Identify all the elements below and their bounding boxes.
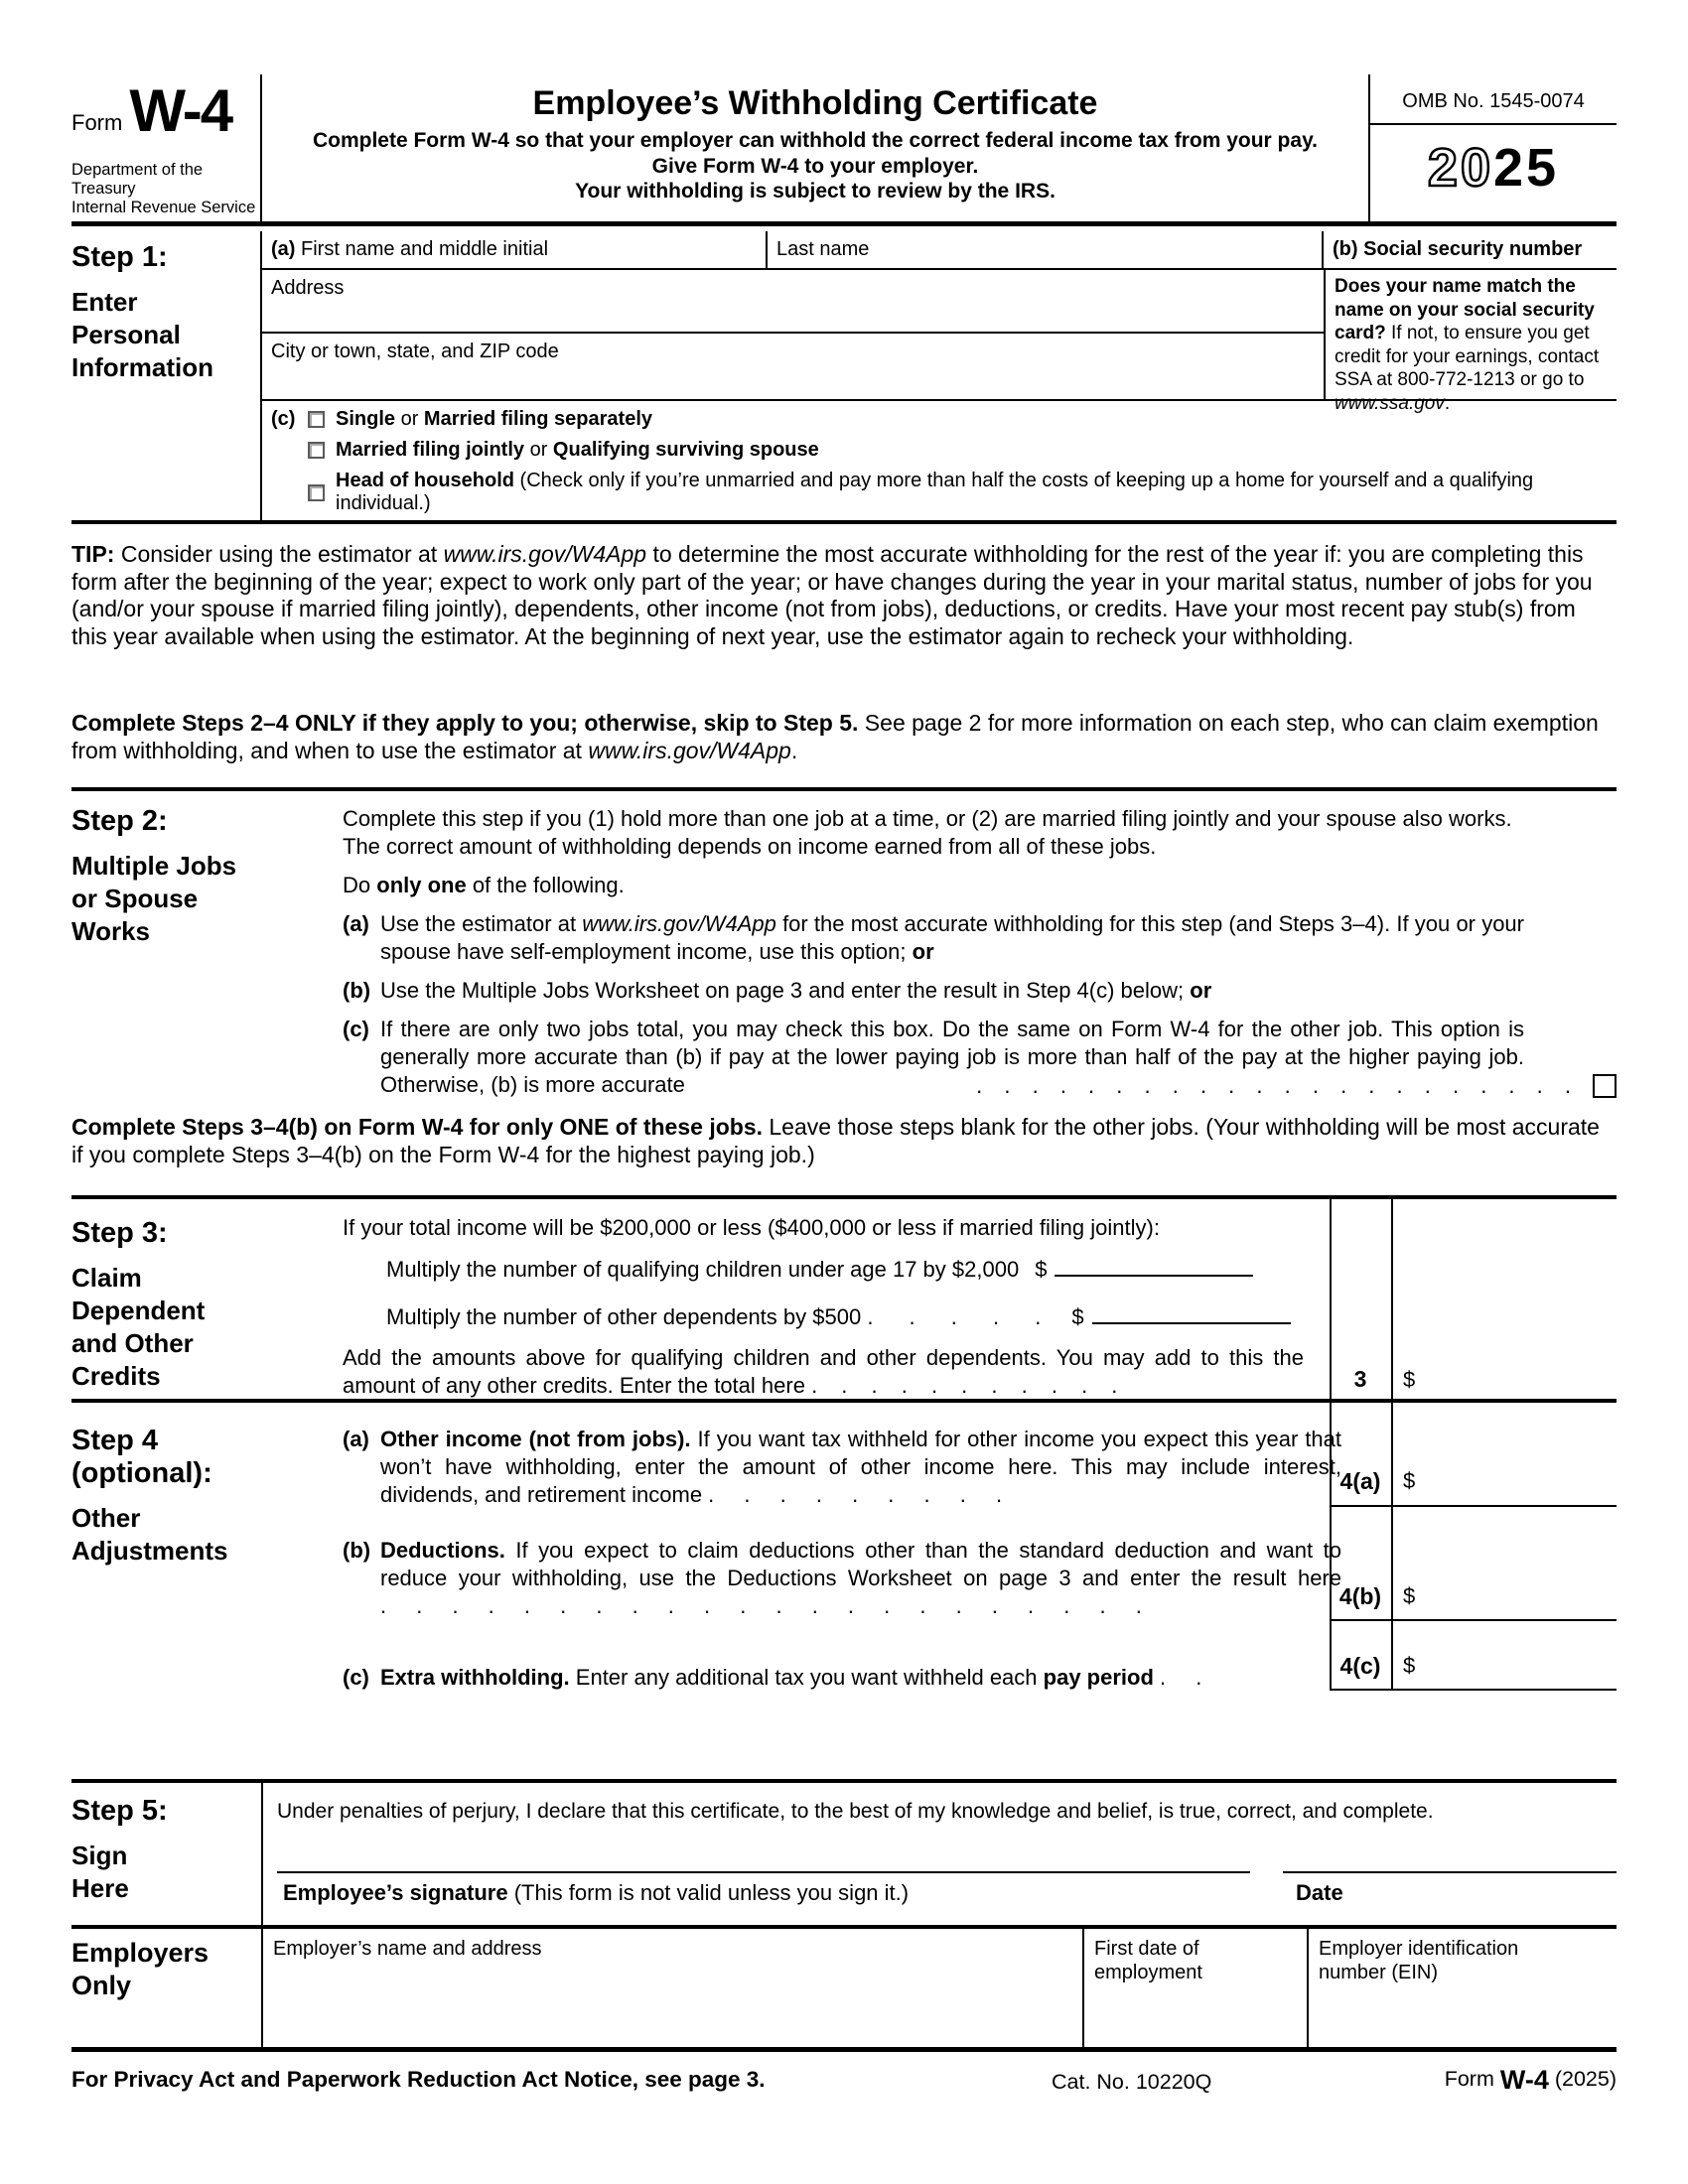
- last-name-label: Last name: [776, 238, 870, 260]
- employers-only-line: Only: [71, 1971, 132, 2000]
- tip-text-2: to determine the most accurate withholding for the rest of the year if: you are completing this form after the beginning of the year; expect to work only part of the year; or have changes during the year in your marital status, number of jobs for you (and/or your spouse if married filing jointly), dependents, other income (not from jobs), deductions, or credits. Have your most recent pay stub(s) from this year available when using the estimator. At the beginning of next year, use the estimator again to recheck your withholding.: [71, 541, 1593, 649]
- item-4c-bold: Extra withholding.: [380, 1665, 570, 1690]
- step1-subtitle-line: Personal: [71, 320, 181, 349]
- filing-option-single: [308, 408, 1617, 431]
- line4b-number: 4(b): [1338, 1583, 1382, 1609]
- item-c-tag: (c): [343, 1017, 369, 1041]
- item-4a-text: [380, 1426, 1341, 1509]
- step2-item-a: [343, 910, 1617, 966]
- form-subtitle-1: Complete Form W-4 so that your employer can withhold the correct federal income tax from your pay.: [312, 129, 1319, 152]
- married-jointly-checkbox[interactable]: [308, 442, 325, 459]
- footer-form-number: W-4: [1499, 2065, 1549, 2095]
- omb-number: OMB No. 1545-0074: [1370, 74, 1617, 125]
- step2-section: [71, 787, 1617, 1101]
- tax-year: [1370, 137, 1617, 199]
- item-b-or: or: [1190, 978, 1212, 1003]
- name-ssn-row: [262, 231, 1617, 270]
- form-word-label: Form: [71, 110, 123, 135]
- dollar-sign: $: [1071, 1304, 1084, 1329]
- steps24-bold: Complete Steps 2–4 ONLY if they apply to you; otherwise, skip to Step 5.: [71, 710, 859, 736]
- step2-subtitle-line: Multiple Jobs: [71, 851, 237, 881]
- filing-option-single-label: [336, 408, 652, 431]
- step3-body: [343, 1199, 1330, 1400]
- first-date-employment-label: First date of employment: [1094, 1938, 1202, 1983]
- item-4b-body: If you expect to claim deductions other than the standard deduction and want to reduce your withholding, use the Deductions Worksheet on page 3 and enter the result here: [380, 1538, 1341, 1590]
- filing-option-text: Married filing separately: [423, 408, 652, 430]
- employers-only-line: Employers: [71, 1938, 210, 1968]
- row-4b-divider: [1330, 1619, 1617, 1621]
- step1-subtitle-line: Information: [71, 352, 213, 382]
- date-line[interactable]: [1283, 1871, 1617, 1873]
- step1-fields: [262, 231, 1617, 520]
- tax-year-suffix: 25: [1493, 138, 1560, 198]
- filing-option-head-of-household: [308, 470, 1617, 515]
- dollar-sign: $: [1403, 1653, 1416, 1678]
- step4-label: [71, 1417, 227, 1568]
- agency-line-2: Internal Revenue Service: [71, 199, 256, 216]
- catalog-number: Cat. No. 10220Q: [1052, 2070, 1212, 2094]
- step3-subtitle-line: Dependent: [71, 1296, 206, 1325]
- item-4c-text: [380, 1665, 1213, 1690]
- do-text: Do: [343, 873, 377, 897]
- dot-leader: . . . . . . . . . . .: [811, 1373, 1127, 1398]
- item-a-text-pre: Use the estimator at: [380, 911, 583, 936]
- address-field[interactable]: [262, 270, 1324, 334]
- step4-item-b: [343, 1537, 1341, 1620]
- item-c-leader-row: [976, 1072, 1617, 1100]
- footer-form-id: [1444, 2065, 1617, 2095]
- step1-subtitle-line: Enter: [71, 287, 138, 317]
- item-4c-bold-2: pay period: [1043, 1665, 1154, 1690]
- steps24-period: .: [790, 737, 798, 763]
- page-title: Employee’s Withholding Certificate: [532, 84, 1098, 122]
- do-text: of the following.: [466, 873, 625, 897]
- signature-line[interactable]: [277, 1871, 1250, 1873]
- steps24-text: See page 2 for more information on each step, who can claim exemption from withholding, and when to use the estimator at: [71, 710, 1599, 763]
- item-4b-bold: Deductions.: [380, 1538, 505, 1563]
- tip-paragraph: [71, 541, 1617, 650]
- dependent-credit-amount-blank[interactable]: [1092, 1302, 1291, 1324]
- item-4a-body: If you want tax withheld for other income you expect this year that won’t have withholding, enter the amount of other income here. This may include interest, dividends, and retirement income: [380, 1427, 1341, 1507]
- step5-section: [71, 1779, 1617, 1925]
- step3-label: [71, 1209, 205, 1393]
- filing-option-text: or: [395, 408, 424, 430]
- step5-body: [263, 1783, 1617, 1925]
- item-b-tag: (b): [343, 978, 371, 1003]
- privacy-act-notice: For Privacy Act and Paperwork Reduction Act Notice, see page 3.: [71, 2067, 766, 2092]
- ssa-note-question: Does your name match the name on your social security card?: [1335, 276, 1595, 343]
- estimator-link: www.irs.gov/W4App: [588, 737, 791, 763]
- step5-title: Step 5:: [71, 1795, 168, 1827]
- filing-option-text: or: [524, 439, 553, 461]
- line3-number: 3: [1353, 1366, 1367, 1392]
- step1-title: Step 1:: [71, 241, 168, 273]
- step3-subtitle-line: Credits: [71, 1361, 161, 1391]
- dollar-sign: $: [1403, 1583, 1416, 1608]
- step4-title: Step 4: [71, 1425, 159, 1456]
- filing-option-text: (Check only if you’re unmarried and pay more than half the costs of keeping up a home for yourself and a qualifying individual.): [336, 470, 1534, 514]
- form-header: [71, 74, 1617, 226]
- city-state-zip-label: City or town, state, and ZIP code: [271, 341, 559, 362]
- address-city-block: [262, 270, 1324, 399]
- amount-column-divider: [1391, 1403, 1393, 1691]
- step3-title: Step 3:: [71, 1217, 168, 1249]
- tax-year-prefix: 20: [1427, 138, 1493, 198]
- first-date-employment-field[interactable]: [1084, 1929, 1309, 2047]
- dot-leader: . . . . . . . . . . . . . . . . . . . . . .: [380, 1593, 1154, 1618]
- ssa-note-text: If not, to ensure you get credit for your earnings, contact SSA at 800-772-1213 or go to: [1335, 323, 1600, 390]
- steps34b-text: Leave those steps blank for the other jobs. (Your withholding will be most accurate if you complete Steps 3–4(b) on the Form W-4 for the highest paying job.): [71, 1114, 1600, 1167]
- address-row: [262, 270, 1617, 414]
- head-of-household-checkbox[interactable]: [308, 484, 325, 501]
- dollar-sign: $: [1035, 1257, 1048, 1282]
- step3-subtitle: [71, 1262, 205, 1393]
- agency-block: [71, 161, 260, 217]
- line3-amount-cell[interactable]: [1403, 1367, 1415, 1393]
- item-a-text-post: for the most accurate withholding for this step (and Steps 3–4). If you or your spouse have self-employment income, use this option;: [380, 911, 1524, 964]
- step5-subtitle-line: Sign: [71, 1841, 128, 1870]
- step4-subtitle-line: Adjustments: [71, 1536, 228, 1566]
- step5-subtitle: [71, 1840, 261, 1905]
- step2-label: [71, 791, 343, 1101]
- dot-leader: . . . . .: [867, 1304, 1056, 1329]
- amount-column-divider: [1391, 1199, 1393, 1399]
- field-b-tag: (b): [1333, 238, 1358, 260]
- first-name-label: First name and middle initial: [301, 238, 549, 260]
- employers-only-section: [71, 1925, 1617, 2052]
- step2-item-c: [343, 1016, 1617, 1099]
- step4-title-optional: (optional):: [71, 1457, 212, 1489]
- filing-option-text: Qualifying surviving spouse: [552, 439, 819, 461]
- dot-leader: . . . . . . . . . . . . . . . . . . . . . .: [976, 1073, 1579, 1098]
- field-c-tag: (c): [271, 408, 296, 430]
- estimator-link: www.irs.gov/W4App: [582, 911, 776, 936]
- filing-option-text: Married filing jointly: [336, 439, 525, 461]
- item-4b-tag: (b): [343, 1538, 371, 1563]
- two-jobs-checkbox[interactable]: [1593, 1074, 1617, 1098]
- ein-field[interactable]: [1309, 1929, 1617, 2047]
- dollar-sign: $: [1403, 1468, 1416, 1493]
- dot-leader: . .: [1160, 1665, 1214, 1690]
- filing-option-text: Single: [336, 408, 396, 430]
- perjury-declaration: Under penalties of perjury, I declare that this certificate, to the best of my knowledge and belief, is true, correct, and complete.: [277, 1800, 1434, 1823]
- ein-label: Employer identification number (EIN): [1319, 1938, 1519, 1983]
- employer-name-address-label: Employer’s name and address: [273, 1938, 542, 1960]
- estimator-link: www.irs.gov/W4App: [443, 541, 647, 567]
- form-subtitle-2: Give Form W-4 to your employer.: [651, 154, 979, 178]
- step4-item-a: [343, 1426, 1341, 1509]
- step2-subtitle-line: or Spouse: [71, 884, 199, 913]
- omb-year-block: [1368, 74, 1617, 221]
- last-name-field[interactable]: [768, 231, 1324, 268]
- step5-label: [71, 1783, 263, 1925]
- item-4c-body: Enter any additional tax you want withheld each: [569, 1665, 1044, 1690]
- date-label: Date: [1296, 1880, 1343, 1905]
- item-a-tag: (a): [343, 911, 369, 936]
- form-id-block: [71, 74, 262, 221]
- item-4a-tag: (a): [343, 1427, 369, 1451]
- qualifying-children-row: [343, 1255, 1330, 1284]
- footer-form-word: Form: [1444, 2067, 1494, 2091]
- dollar-sign: $: [1403, 1367, 1416, 1392]
- step1-section: [71, 231, 1617, 524]
- steps34b-bold: Complete Steps 3–4(b) on Form W-4 for only ONE of these jobs.: [71, 1114, 763, 1140]
- step2-item-b: [343, 977, 1617, 1005]
- ssa-note: [1324, 270, 1617, 414]
- item-c-text: If there are only two jobs total, you may check this box. Do the same on Form W-4 for the other job. This option is generally more accurate than (b) if pay at the lower paying job is more than half of the pay at the higher paying job. Otherwise, (b) is more accurate: [380, 1017, 1524, 1097]
- filing-status-row: [262, 399, 1617, 523]
- step4-section: [71, 1403, 1617, 1691]
- item-4b-text: [380, 1537, 1341, 1620]
- item-a-text: [380, 910, 1524, 966]
- child-credit-amount-blank[interactable]: [1055, 1255, 1253, 1277]
- item-a-or: or: [912, 939, 934, 964]
- line4c-amount-cell[interactable]: [1403, 1653, 1415, 1679]
- field-a-tag: (a): [271, 238, 296, 260]
- step1-label: [71, 231, 262, 520]
- do-bold: only one: [376, 873, 467, 897]
- employer-name-address-field[interactable]: [263, 1929, 1084, 2047]
- step3-subtitle-line: and Other: [71, 1328, 194, 1358]
- ssn-label: Social security number: [1363, 238, 1583, 260]
- filing-status-options: [308, 408, 1617, 523]
- step2-intro: Complete this step if you (1) hold more than one job at a time, or (2) are married filing jointly and your spouse also works. The correct amount of withholding depends on income earned from all of these jobs.: [343, 806, 1512, 859]
- footer-form-year: (2025): [1554, 2067, 1617, 2091]
- agency-line-1: Department of the Treasury: [71, 161, 204, 198]
- step3-section: [71, 1195, 1617, 1403]
- step1-subtitle: [71, 286, 260, 384]
- filing-option-text: Head of household: [336, 470, 514, 491]
- add-credits-text: Add the amounts above for qualifying children and other dependents. You may add to this the amount of any other credits. Enter the total here: [343, 1345, 1304, 1398]
- dot-leader: . . . . . . . . .: [708, 1482, 1015, 1507]
- other-dependents-row: [343, 1302, 1330, 1331]
- signature-label-note: (This form is not valid unless you sign it.): [507, 1880, 910, 1905]
- item-4c-tag: (c): [343, 1665, 369, 1690]
- step3-intro: If your total income will be $200,000 or less ($400,000 or less if married filing jointly):: [343, 1215, 1160, 1240]
- address-label: Address: [271, 277, 345, 299]
- filing-option-hoh-label: [336, 470, 1617, 515]
- filing-option-married-jointly: [308, 439, 1617, 462]
- tip-text-1: Consider using the estimator at: [114, 541, 444, 567]
- form-number: W-4: [129, 77, 232, 144]
- qualifying-children-text: Multiply the number of qualifying children under age 17 by $2,000: [386, 1257, 1020, 1282]
- step5-subtitle-line: Here: [71, 1873, 129, 1903]
- signature-label-bold: Employee’s signature: [283, 1880, 508, 1905]
- employers-only-label: [71, 1929, 263, 2047]
- steps34b-paragraph: [71, 1114, 1617, 1168]
- step2-subtitle: [71, 850, 343, 948]
- line4c-number: 4(c): [1339, 1653, 1381, 1679]
- ssn-field[interactable]: [1324, 231, 1617, 268]
- step4-subtitle-line: Other: [71, 1503, 141, 1533]
- page-footer: [71, 2067, 1617, 2093]
- line4a-number: 4(a): [1339, 1468, 1381, 1494]
- other-dependents-text: Multiply the number of other dependents by $500: [386, 1304, 862, 1329]
- add-credits-row: [343, 1344, 1304, 1400]
- row-4a-divider: [1330, 1505, 1617, 1507]
- line4b-amount-cell[interactable]: [1403, 1583, 1415, 1609]
- single-checkbox[interactable]: [308, 411, 325, 428]
- first-name-field[interactable]: [262, 231, 768, 268]
- step4-subtitle: [71, 1502, 227, 1568]
- step3-subtitle-line: Claim: [71, 1263, 142, 1293]
- form-title-block: [262, 74, 1368, 221]
- steps24-paragraph: [71, 710, 1617, 764]
- city-state-zip-field[interactable]: [262, 334, 1324, 399]
- filing-option-married-label: [336, 439, 819, 462]
- step2-do-line: [343, 872, 1617, 899]
- line4a-amount-cell[interactable]: [1403, 1468, 1415, 1494]
- row-4c-bottom-line: [1330, 1689, 1617, 1691]
- ssa-note-period: .: [1444, 392, 1451, 414]
- item-b-text: Use the Multiple Jobs Worksheet on page 3 and enter the result in Step 4(c) below;: [380, 978, 1191, 1003]
- step2-subtitle-line: Works: [71, 916, 150, 946]
- step4-item-c: [343, 1664, 1330, 1692]
- tip-label: TIP:: [71, 541, 115, 567]
- signature-label: [283, 1880, 909, 1906]
- ssa-website-link: www.ssa.gov: [1335, 392, 1445, 414]
- step2-title: Step 2:: [71, 805, 168, 837]
- item-4a-bold: Other income (not from jobs).: [380, 1427, 691, 1451]
- form-subtitle-3: Your withholding is subject to review by the IRS.: [575, 180, 1055, 203]
- step2-body: [343, 791, 1617, 1101]
